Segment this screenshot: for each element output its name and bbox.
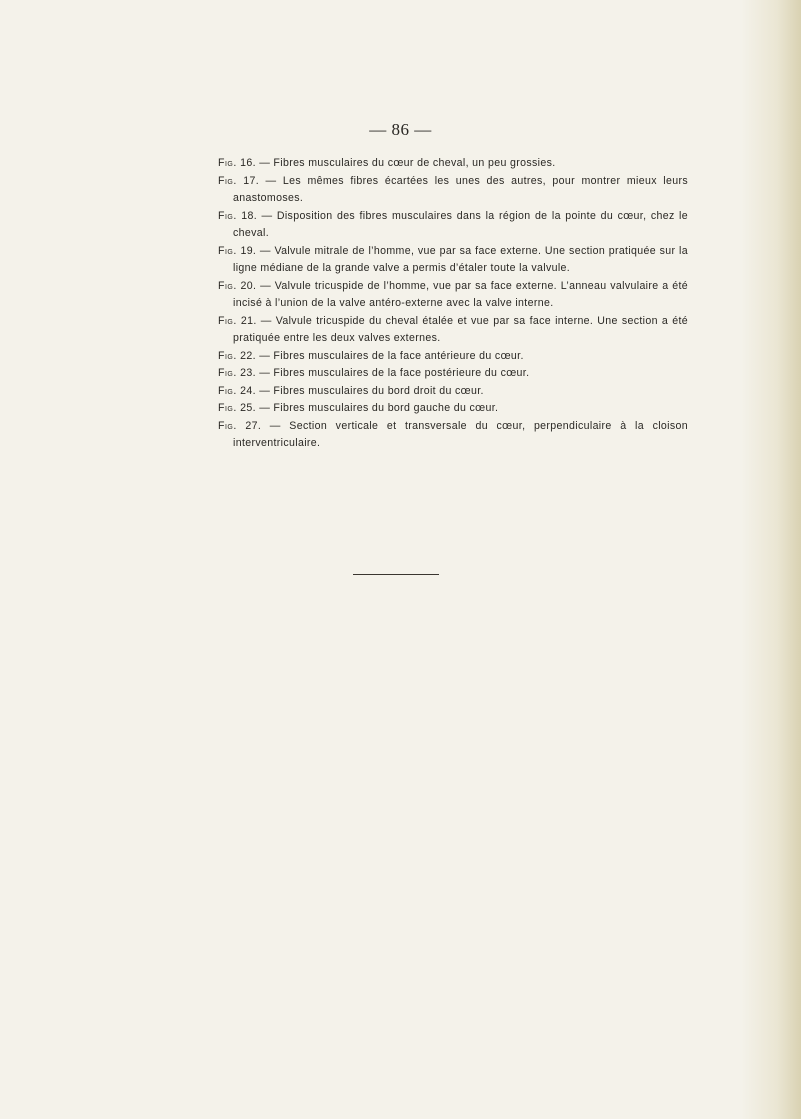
figure-label: Fig.	[218, 279, 237, 292]
figure-label: Fig.	[218, 402, 237, 414]
section-divider	[353, 574, 439, 575]
figure-caption-text: — Fibres musculaires de la face postérieure du cœur.	[259, 367, 530, 379]
figure-caption-text: — Fibres musculaires du cœur de cheval, un peu grossies.	[259, 157, 556, 169]
figure-number: 18.	[241, 209, 258, 222]
figure-caption-text: — Fibres musculaires de la face antérieure du cœur.	[259, 349, 524, 362]
figure-number: 19.	[240, 244, 257, 257]
figure-number: 16.	[240, 157, 256, 169]
figure-number: 25.	[240, 402, 256, 414]
figure-label: Fig.	[218, 314, 237, 327]
figure-number: 23.	[240, 367, 256, 379]
figure-caption-text: — Section verticale et transversale du cœur, perpendiculaire à la cloison interventriculaire.	[233, 419, 689, 449]
figure-caption	[218, 155, 688, 173]
figure-label: Fig.	[218, 244, 237, 257]
figure-number: 17.	[243, 174, 260, 187]
figure-caption	[218, 173, 688, 208]
figure-caption	[218, 313, 688, 348]
figure-number: 21.	[240, 314, 257, 327]
figure-caption-text: — Valvule mitrale de l’homme, vue par sa face externe. Une section pratiquée sur la ligne médiane de la grande valve a permis d’étaler toute la valvule.	[233, 244, 689, 274]
figure-label: Fig.	[218, 174, 237, 187]
figure-caption	[218, 418, 688, 453]
figure-caption	[218, 400, 688, 418]
figure-caption-list	[218, 155, 688, 453]
figure-label: Fig.	[218, 349, 237, 362]
figure-caption-text: — Fibres musculaires du bord gauche du cœur.	[259, 402, 499, 414]
figure-caption	[218, 365, 688, 383]
figure-caption	[218, 208, 688, 243]
figure-number: 20.	[240, 279, 257, 292]
figure-number: 24.	[240, 384, 256, 397]
figure-number: 22.	[240, 349, 256, 362]
figure-label: Fig.	[218, 419, 237, 432]
figure-number: 27.	[245, 419, 262, 432]
figure-caption-text: — Valvule tricuspide du cheval étalée et vue par sa face interne. Une section a été pratiquée entre les deux valves externes.	[233, 314, 688, 344]
figure-caption	[218, 278, 688, 313]
figure-label: Fig.	[218, 209, 237, 222]
figure-caption	[218, 243, 688, 278]
figure-label: Fig.	[218, 367, 237, 379]
page-number: — 86 —	[369, 120, 432, 139]
figure-caption	[218, 383, 688, 401]
figure-label: Fig.	[218, 384, 237, 397]
figure-caption-text: — Valvule tricuspide de l’homme, vue par sa face externe. L’anneau valvulaire a été incisé à l’union de la valve antéro-externe avec la valve interne.	[233, 279, 688, 309]
page-edge-shadow	[741, 0, 801, 1119]
figure-caption-text: — Les mêmes fibres écartées les unes des autres, pour montrer mieux leurs anastomoses.	[233, 174, 689, 204]
figure-label: Fig.	[218, 157, 237, 169]
figure-caption-text: — Disposition des fibres musculaires dans la région de la pointe du cœur, chez le cheval.	[233, 209, 688, 239]
figure-caption	[218, 348, 688, 366]
figure-caption-text: — Fibres musculaires du bord droit du cœur.	[259, 384, 484, 397]
